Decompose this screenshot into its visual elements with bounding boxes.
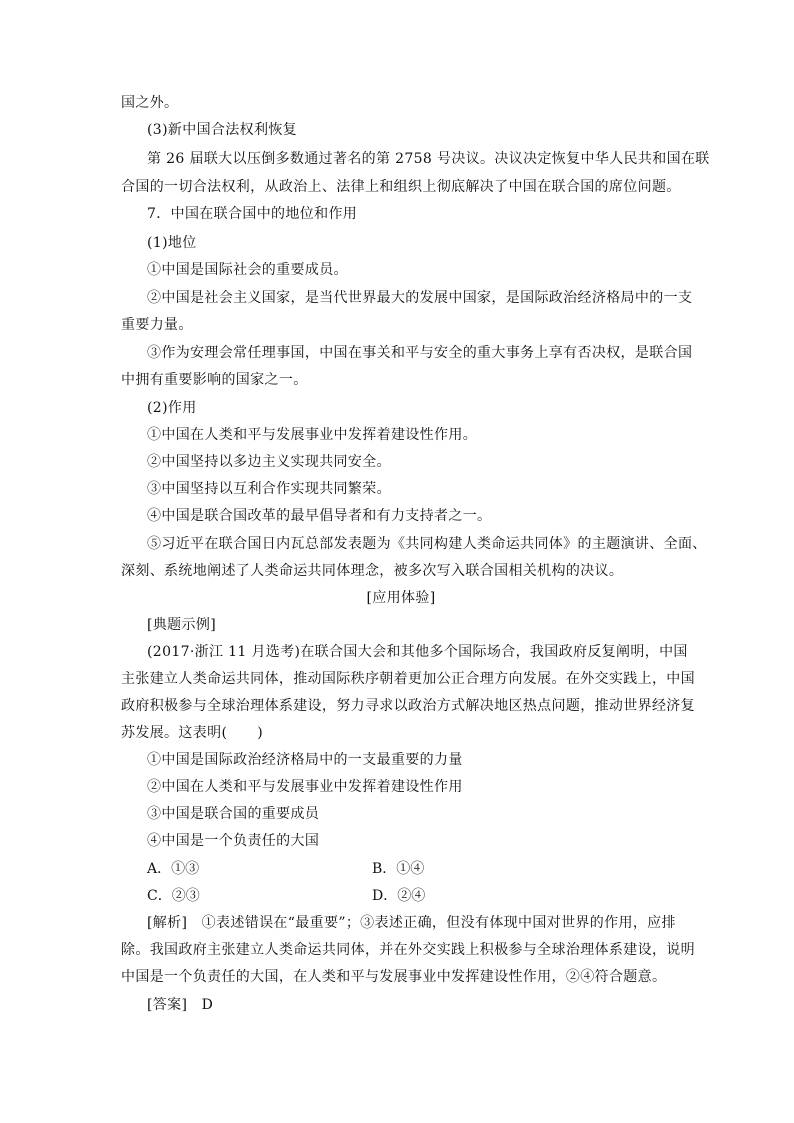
section-heading: (3)新中国合法权利恢复 bbox=[147, 122, 298, 138]
answer-line: [答案] D bbox=[147, 997, 214, 1013]
list-item: ③作为安理会常任理事国，中国在事关和平与安全的重大事务上享有否决权，是联合国 bbox=[147, 345, 693, 361]
question-line: 政府积极参与全球治理体系建设，努力寻求以政治方式解决地区热点问题，推动世界经济复 bbox=[121, 698, 695, 714]
analysis-line: 除。我国政府主张建立人类命运共同体，并在外交实践上积极参与全球治理体系建设，说明 bbox=[121, 942, 695, 958]
text-line: 第 26 届联大以压倒多数通过著名的第 2758 号决议。决议决定恢复中华人民共和国在联 bbox=[147, 151, 710, 167]
list-item: ②中国坚持以多边主义实现共同安全。 bbox=[147, 454, 391, 470]
list-item: ⑤习近平在联合国日内瓦总部发表题为《共同构建人类命运共同体》的主题演讲、全面、 bbox=[147, 536, 707, 552]
section-heading: (2)作用 bbox=[147, 400, 197, 416]
statement-item: ①中国是国际政治经济格局中的一支最重要的力量 bbox=[147, 752, 463, 768]
statement-item: ④中国是一个负责任的大国 bbox=[147, 833, 320, 849]
text-line: 中拥有重要影响的国家之一。 bbox=[121, 372, 308, 388]
text-line: 国之外。 bbox=[121, 95, 179, 111]
list-item: ①中国是国际社会的重要成员。 bbox=[147, 262, 348, 278]
analysis-line: 中国是一个负责任的大国，在人类和平与发展事业中发挥建设性作用，②④符合题意。 bbox=[121, 969, 667, 985]
section-heading: (1)地位 bbox=[147, 235, 197, 251]
list-item: ①中国在人类和平与发展事业中发挥着建设性作用。 bbox=[147, 427, 478, 443]
question-line: (2017·浙江 11 月选考)在联合国大会和其他多个国际场合，我国政府反复阐明，中国 bbox=[147, 644, 688, 660]
question-paren: ) bbox=[257, 725, 264, 741]
option-d: D．②④ bbox=[372, 888, 426, 904]
list-item: ④中国是联合国改革的最早倡导者和有力支持者之一。 bbox=[147, 508, 492, 524]
question-stem: 苏发展。这表明( bbox=[121, 725, 228, 741]
section-heading: 7．中国在联合国中的地位和作用 bbox=[147, 206, 358, 222]
analysis-line: [解析] ①表述错误在“最重要”；③表述正确，但没有体现中国对世界的作用，应排 bbox=[147, 915, 676, 931]
statement-item: ②中国在人类和平与发展事业中发挥着建设性作用 bbox=[147, 779, 463, 795]
section-title: [应用体验] bbox=[366, 590, 436, 606]
text-line: 合国的一切合法权利，从政治上、法律上和组织上彻底解决了中国在联合国的席位问题。 bbox=[121, 179, 681, 195]
text-line: 重要力量。 bbox=[121, 317, 193, 333]
option-b: B．①④ bbox=[372, 861, 425, 877]
list-item: ③中国坚持以互利合作实现共同繁荣。 bbox=[147, 481, 391, 497]
text-line: 深刻、系统地阐述了人类命运共同体理念，被多次写入联合国相关机构的决议。 bbox=[121, 563, 624, 579]
option-a: A．①③ bbox=[147, 861, 200, 877]
question-line bbox=[121, 724, 681, 742]
section-heading: [典题示例] bbox=[147, 617, 217, 633]
option-c: C．②③ bbox=[147, 888, 200, 904]
statement-item: ③中国是联合国的重要成员 bbox=[147, 806, 320, 822]
list-item: ②中国是社会主义国家，是当代世界最大的发展中国家，是国际政治经济格局中的一支 bbox=[147, 290, 693, 306]
question-line: 主张建立人类命运共同体，推动国际秩序朝着更加公正合理方向发展。在外交实践上，中国 bbox=[121, 671, 695, 687]
